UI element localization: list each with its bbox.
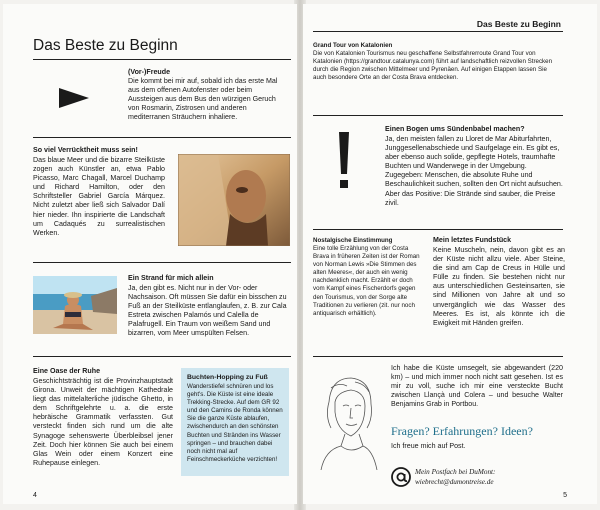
reply-text: Ich freue mich auf Post.: [391, 442, 466, 450]
sin-heading: Einen Bogen ums Sündenbabel machen?: [385, 125, 525, 133]
page-title: Das Beste zu Beginn: [33, 37, 178, 54]
find-heading: Mein letztes Fundstück: [433, 236, 512, 244]
author-text: Ich habe die Küste umsegelt, sie abgewandert (220 km) – und mich immer noch nicht satt gesehen. Ist es mir zu voll, suche ich mir eine versteckte Bucht zwischen Llançà und Colera – und besuche Walter Benjamins Grab in Portbou.: [391, 364, 563, 409]
tip-box-heading: Buchten-Hopping zu Fuß: [187, 374, 268, 381]
sin-text: Ja, den meisten fallen zu Lloret de Mar Abiturfahrten, Junggesellenabschiede und Saufgelage ein. Es gibt es, aber ebenso auch solide, gepflegte Hotels, traumhafte Buchten und Wanderwege in der Umgebung. Zugegeben: Menschen, die absolute Ruhe und Beschaulichkeit suchen, sollten den Ort nicht aufsuchen. Aber das Positive: Die Strände sind sauber, die Preise zivil.: [385, 135, 563, 207]
find-text: Keine Muscheln, nein, davon gibt es an der Küste nicht allzu viele. Aber Steine, die sind am Cap de Creus in Hülle und Fülle zu finden. Sie bestehen nicht nur aus unterschiedlichen Gesteinsarten, sie sind Millionen von Jahre alt und so unvergänglich wie das Wasser des Meeres. Es ist, als könnte ich die Ewigkeit mit Händen greifen.: [433, 246, 565, 327]
section-rule: [33, 262, 291, 263]
question-heading: Fragen? Erfahrungen? Ideen?: [391, 424, 533, 438]
author-portrait-sketch: [311, 372, 387, 470]
section-rule: [313, 229, 563, 230]
exclamation-icon: [338, 132, 350, 190]
intro-heading: (Vor-)Freude: [128, 68, 171, 76]
grand-tour-text: Die von Katalonien Tourismus neu geschaffene Selbstfahrerroute Grand Tour von Katalonien (https://grandtour.catalunya.com) führt auf landschaftlich reizvollen Strecken durch die Region zwischen Mittelmeer und Pyrenäen. Auf einigen Etappen lassen Sie auch besondere Orte an der Costa Brava entdecken.: [313, 50, 553, 82]
left-page: [3, 4, 297, 504]
oasis-text: Geschichtsträchtig ist die Provinzhauptstadt Girona. Unweit der mächtigen Kathedrale liegt das mittelalterliche jüdische Ghetto, in dem Schriftgelehrte u. a. die erste hebräische Grammatik verfassten. Gut versteckt finden sich rund um die alte Synagoge sehenswerte Überbleibsel jener Zeit. Doch hier können Sie auch bei einem Glas Wein oder einem Konzert eine Ruhepause einlegen.: [33, 377, 173, 467]
at-sign-icon: [391, 467, 411, 487]
beach-text: Ja, den gibt es. Nicht nur in der Vor- oder Nachsaison. Oft müssen Sie dafür ein bisschen zu Fuß an der Steilküste entlanglaufen, z. B. zur Cala Estreta zwischen Palamós und Calella de Palafrugell. Ein Traum von weißem Sand und bizarren, vom Meer umspülten Felsen.: [128, 284, 287, 338]
beach-heading: Ein Strand für mich allein: [128, 274, 214, 282]
intro-text: Die kommt bei mir auf, sobald ich das erste Mal aus dem offenen Autofenster oder beim Aussteigen aus dem Bus den würzigen Geruch von Rosmarin, Zistrosen und anderen mediterranen Sträuchern inhaliere.: [128, 77, 278, 122]
section-rule: [33, 356, 291, 357]
arrow-icon: [59, 88, 89, 108]
page-number: 5: [563, 492, 567, 499]
mailbox-label: Mein Postfach bei DuMont:: [415, 468, 496, 476]
page-number: 4: [33, 492, 37, 499]
head-rule: [313, 31, 563, 32]
grand-tour-heading: Grand Tour von Katalonien: [313, 42, 393, 49]
tip-box-text: Wanderstiefel schnüren und los geht's. Die Küste ist eine ideale Trekking-Strecke. Auf dem GR 92 und den Camins de Ronda können Sie die ganze Küste ablaufen, zwischendurch an den schönsten Buchten und Stränden ins Wasser springen – und brauchen dabei noch nicht mal auf Feinschmeckerküche verzichten!: [187, 383, 283, 463]
section-rule: [313, 356, 563, 357]
art-heading: So viel Verrücktheit muss sein!: [33, 146, 138, 154]
nostalgia-text: Eine tolle Erzählung von der Costa Brava in früheren Zeiten ist der Roman von Norman Lewis »Die Stimmen des alten Meeres«, der auch ein wenig nachdenklich macht. Erzählt er doch vom Kampf eines Fischerdorfs gegen den Tourismus, von der Sorge alte Traditionen zu verlieren (zit. nur noch antiquarisch erhältlich).: [313, 245, 420, 317]
photo-art-painting: [178, 154, 290, 246]
email-link[interactable]: wiebrecht@dumontreise.de: [415, 478, 494, 486]
tip-box: [181, 368, 289, 476]
running-head: Das Beste zu Beginn: [476, 19, 561, 29]
section-rule: [33, 137, 291, 138]
nostalgia-heading: Nostalgische Einstimmung: [313, 237, 393, 244]
right-page: [303, 4, 597, 504]
photo-woman-beach: [33, 276, 117, 334]
section-rule: [313, 115, 563, 116]
art-text: Das blaue Meer und die bizarre Steilküste zogen auch Künstler an, etwa Pablo Picasso, Marc Chagall, Marcel Duchamp und Richard Hamilton, oder den Schriftsteller Gabriel García Márquez. Nicht zuletzt aber ließ sich Salvador Dalí hier nieder. Ihn inspirierte die Landschaft um Cadaqués zu surrealistischen Werken.: [33, 156, 165, 237]
oasis-heading: Eine Oase der Ruhe: [33, 367, 101, 375]
title-rule: [33, 59, 291, 60]
